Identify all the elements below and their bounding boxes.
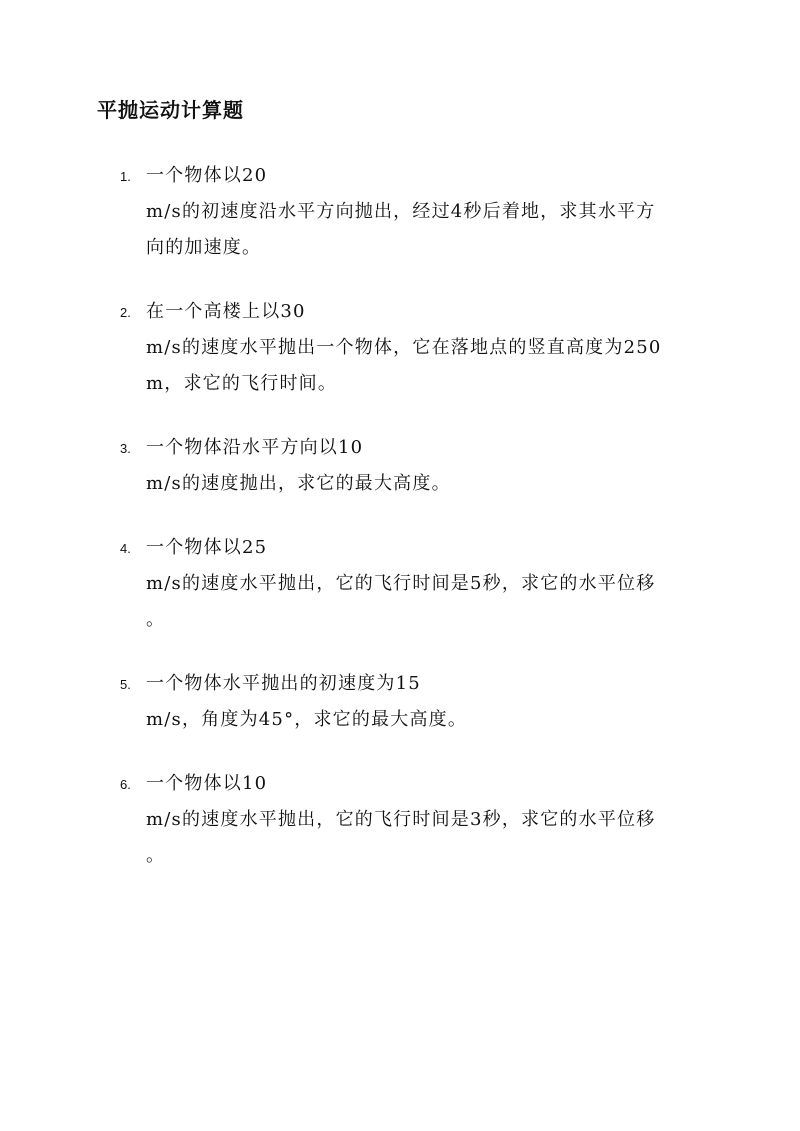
problem-item [0, 294, 800, 402]
problem-item [0, 530, 800, 638]
problem-text-line: m/s的速度水平抛出，它的飞行时间是3秒，求它的水平位移 [146, 809, 656, 830]
problem-text-line: 在一个高楼上以30 [146, 301, 306, 322]
problem-text-line: 一个物体沿水平方向以10 [146, 437, 364, 458]
problem-text-line: 向的加速度。 [146, 237, 262, 258]
problem-number: 2. [120, 305, 131, 320]
problem-number: 4. [120, 541, 131, 556]
problem-number: 5. [120, 677, 131, 692]
problem-text-line: 。 [146, 845, 166, 866]
problem-text-line: m/s的初速度沿水平方向抛出，经过4秒后着地，求其水平方 [146, 201, 656, 222]
problem-item [0, 666, 800, 738]
problem-text-line: 一个物体水平抛出的初速度为15 [146, 673, 421, 694]
problem-list [0, 158, 800, 902]
problem-text-line: m/s的速度水平抛出一个物体，它在落地点的竖直高度为250 [146, 337, 662, 358]
document-title: 平抛运动计算题 [97, 98, 244, 122]
problem-text-line: m/s的速度抛出，求它的最大高度。 [146, 473, 451, 494]
problem-text-line: 一个物体以25 [146, 537, 268, 558]
problem-number: 3. [120, 441, 131, 456]
problem-number: 1. [120, 169, 131, 184]
problem-item [0, 766, 800, 874]
problem-text-line: m，求它的飞行时间。 [146, 373, 338, 394]
problem-text-line: m/s的速度水平抛出，它的飞行时间是5秒，求它的水平位移 [146, 573, 656, 594]
problem-text-line: 一个物体以20 [146, 165, 268, 186]
problem-text-line: 。 [146, 609, 166, 630]
problem-item [0, 158, 800, 266]
problem-text-line: 一个物体以10 [146, 773, 268, 794]
problem-text-line: m/s，角度为45°，求它的最大高度。 [146, 709, 468, 730]
problem-item [0, 430, 800, 502]
problem-number: 6. [120, 777, 131, 792]
